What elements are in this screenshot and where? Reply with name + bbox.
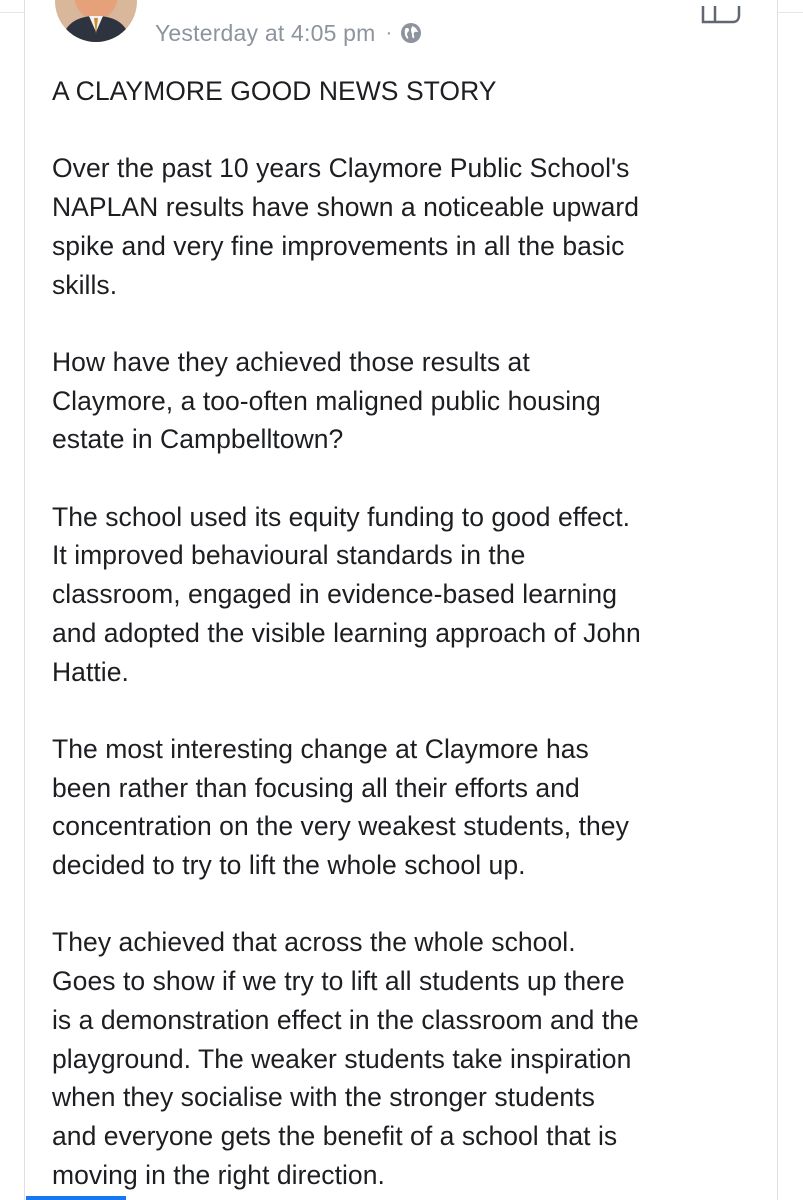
globe-icon[interactable]: [400, 22, 422, 44]
post-timestamp[interactable]: Yesterday at 4:05 pm: [155, 19, 376, 46]
meta-separator: ·: [385, 21, 393, 44]
post-paragraph-1: Over the past 10 years Claymore Public School's NAPLAN results have shown a noticeable upward spike and very fine improvements in all the basic skills.: [52, 153, 640, 300]
post-paragraph-2: How have they achieved those results at Claymore, a too-often maligned public housing estate in Campbelltown?: [52, 346, 601, 455]
post-paragraph-5: They achieved that across the whole school. Goes to show if we try to lift all students up there is a demonstration effect in the classroom and the playground. The weaker students take inspiration when they socialise with the stronger students and everyone gets the benefit of a school that is moving in the right direction.: [52, 927, 639, 1190]
more-options-icon[interactable]: [697, 0, 745, 34]
post-paragraph-4: The most interesting change at Claymore has been rather than focusing all their efforts and concentration on the very weakest students, they decided to try to lift the whole school up.: [52, 733, 629, 880]
post-meta: [155, 16, 422, 50]
post-paragraph-3: The school used its equity funding to good effect. It improved behavioural standards in the classroom, engaged in evidence-based learning and adopted the visible learning approach of John Hattie.: [52, 501, 641, 687]
scroll-indicator: [26, 1196, 126, 1200]
post-body: [52, 72, 762, 1200]
post-title: A CLAYMORE GOOD NEWS STORY: [52, 76, 497, 106]
